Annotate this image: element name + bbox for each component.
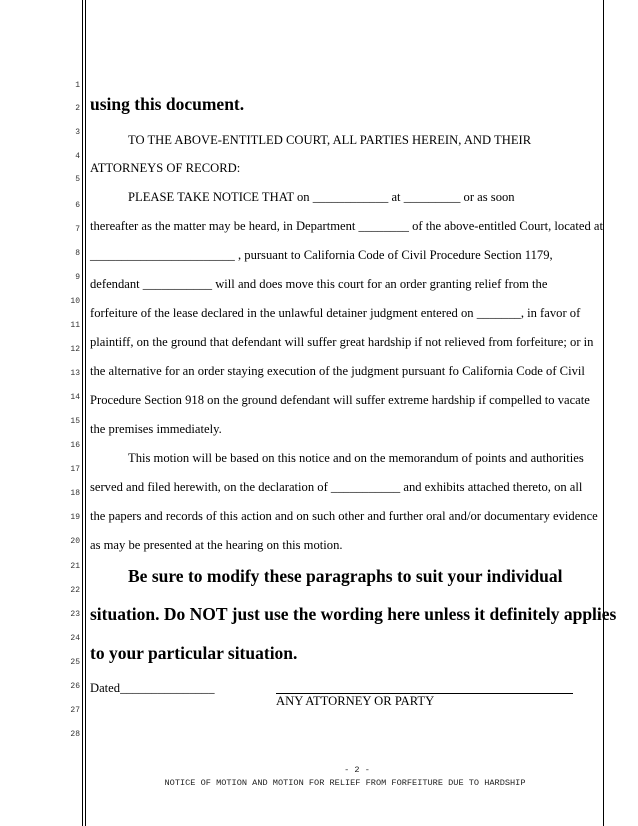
body-line-motion: This motion will be based on this notice and on the memorandum of points and authorities	[128, 451, 584, 465]
body-line-forfeiture: forfeiture of the lease declared in the unlawful detainer judgment entered on _______, in favor of	[90, 306, 581, 320]
body-line-served: served and filed herewith, on the declaration of ___________ and exhibits attached thereto, on all	[90, 480, 583, 494]
line-number: 23	[70, 610, 80, 619]
body-line-using-document: using this document.	[90, 94, 245, 114]
body-line-procedure: Procedure Section 918 on the ground defendant will suffer extreme hardship if compelled to vacate	[90, 393, 590, 407]
left-margin-line-outer	[82, 0, 83, 826]
body-line-presented: as may be presented at the hearing on this motion.	[90, 538, 343, 552]
line-number: 22	[70, 586, 80, 595]
line-number: 25	[70, 658, 80, 667]
body-line-notice: PLEASE TAKE NOTICE THAT on ____________ at _________ or as soon	[128, 190, 515, 204]
left-margin-line-inner	[85, 0, 86, 826]
body-line-to-court: TO THE ABOVE-ENTITLED COURT, ALL PARTIES HEREIN, AND THEIR	[128, 133, 532, 147]
body-line-thereafter: thereafter as the matter may be heard, in Department ________ of the above-entitled Court, located at	[90, 219, 603, 233]
instruction-bold-line-2: situation. Do NOT just use the wording here unless it definitely applies	[90, 604, 617, 624]
body-line-pursuant: _______________________ , pursuant to California Code of Civil Procedure Section 1179,	[90, 248, 553, 262]
body-line-defendant: defendant ___________ will and does move this court for an order granting relief from the	[90, 277, 548, 291]
line-number: 18	[70, 489, 80, 498]
line-number: 12	[70, 345, 80, 354]
line-number: 15	[70, 417, 80, 426]
line-number: 1	[75, 81, 80, 90]
footer-title: NOTICE OF MOTION AND MOTION FOR RELIEF FROM FORFEITURE DUE TO HARDSHIP	[164, 778, 526, 788]
line-number: 17	[70, 465, 80, 474]
body-line-plaintiff: plaintiff, on the ground that defendant will suffer great hardship if not relieved from forfeiture; or in	[90, 335, 594, 349]
line-number: 28	[70, 730, 80, 739]
line-number: 8	[75, 249, 80, 258]
line-number: 24	[70, 634, 80, 643]
instruction-bold-line-1: Be sure to modify these paragraphs to suit your individual	[128, 566, 563, 586]
line-number: 3	[75, 128, 80, 137]
line-number: 7	[75, 225, 80, 234]
line-number: 10	[70, 297, 80, 306]
line-number: 14	[70, 393, 80, 402]
body-line-papers: the papers and records of this action and on such other and further oral and/or documentary evidence	[90, 509, 598, 523]
line-number: 9	[75, 273, 80, 282]
line-number: 11	[70, 321, 80, 330]
line-number: 13	[70, 369, 80, 378]
line-number: 21	[70, 562, 80, 571]
line-number: 19	[70, 513, 80, 522]
line-number: 2	[75, 104, 80, 113]
body-line-alternative: the alternative for an order staying execution of the judgment pursuant fo California Code of Civil	[90, 364, 585, 378]
instruction-bold-line-3: to your particular situation.	[90, 643, 298, 663]
body-line-premises: the premises immediately.	[90, 422, 222, 436]
line-number: 20	[70, 537, 80, 546]
page-number: - 2 -	[344, 765, 370, 775]
signer-label: ANY ATTORNEY OR PARTY	[276, 694, 435, 708]
line-number: 26	[70, 682, 80, 691]
line-number: 16	[70, 441, 80, 450]
line-number: 5	[75, 175, 80, 184]
body-line-attorneys: ATTORNEYS OF RECORD:	[90, 161, 241, 175]
line-number: 4	[75, 152, 80, 161]
right-margin-line	[603, 0, 604, 826]
line-number: 27	[70, 706, 80, 715]
dated-field: Dated_______________	[90, 681, 215, 695]
line-number: 6	[75, 201, 80, 210]
